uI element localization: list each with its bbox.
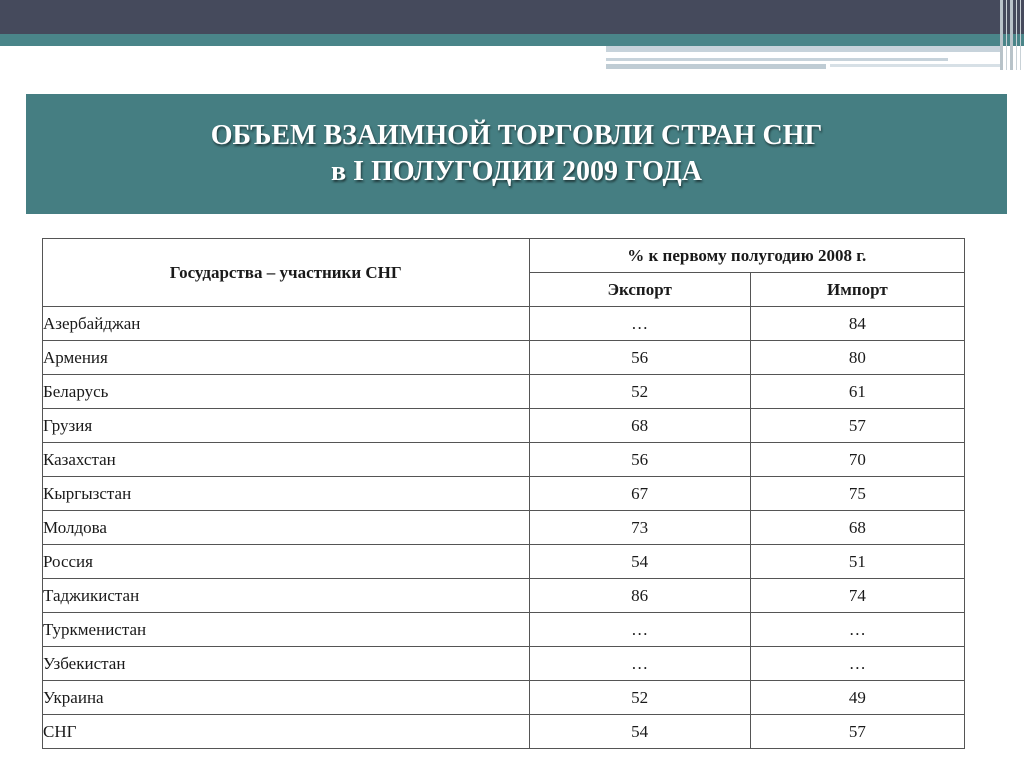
export-cell: … bbox=[529, 647, 750, 681]
decor-vertical-stripe bbox=[1006, 0, 1007, 70]
country-cell: СНГ bbox=[43, 715, 530, 749]
header-country: Государства – участники СНГ bbox=[43, 239, 530, 307]
import-cell: 57 bbox=[750, 409, 964, 443]
country-cell: Беларусь bbox=[43, 375, 530, 409]
table-row bbox=[43, 477, 965, 511]
export-cell: 67 bbox=[529, 477, 750, 511]
table-row bbox=[43, 545, 965, 579]
import-cell: 70 bbox=[750, 443, 964, 477]
table-row bbox=[43, 341, 965, 375]
table-row-total bbox=[43, 715, 965, 749]
import-cell: 57 bbox=[750, 715, 964, 749]
header-import: Импорт bbox=[750, 273, 964, 307]
table-row bbox=[43, 647, 965, 681]
decor-vertical-stripe bbox=[1000, 0, 1003, 70]
country-cell: Казахстан bbox=[43, 443, 530, 477]
header-export: Экспорт bbox=[529, 273, 750, 307]
table-row bbox=[43, 307, 965, 341]
table-row bbox=[43, 375, 965, 409]
import-cell: 75 bbox=[750, 477, 964, 511]
country-cell: Армения bbox=[43, 341, 530, 375]
export-cell: 54 bbox=[529, 545, 750, 579]
country-cell: Узбекистан bbox=[43, 647, 530, 681]
import-cell: 80 bbox=[750, 341, 964, 375]
country-cell: Таджикистан bbox=[43, 579, 530, 613]
export-cell: 56 bbox=[529, 443, 750, 477]
export-cell: 86 bbox=[529, 579, 750, 613]
decor-vertical-stripe bbox=[1020, 0, 1021, 70]
table-header-row bbox=[43, 239, 965, 273]
import-cell: … bbox=[750, 613, 964, 647]
export-cell: 68 bbox=[529, 409, 750, 443]
export-cell: … bbox=[529, 613, 750, 647]
country-cell: Украина bbox=[43, 681, 530, 715]
export-cell: 73 bbox=[529, 511, 750, 545]
page-subtitle: в I ПОЛУГОДИИ 2009 ГОДА bbox=[331, 156, 702, 187]
import-cell: 49 bbox=[750, 681, 964, 715]
title-banner bbox=[26, 94, 1007, 214]
country-cell: Кыргызстан bbox=[43, 477, 530, 511]
table-row bbox=[43, 443, 965, 477]
header-percent-group: % к первому полугодию 2008 г. bbox=[529, 239, 964, 273]
decor-vertical-stripe bbox=[1010, 0, 1013, 70]
import-cell: 84 bbox=[750, 307, 964, 341]
table-row bbox=[43, 579, 965, 613]
import-cell: 61 bbox=[750, 375, 964, 409]
top-decor-band bbox=[0, 0, 1024, 34]
table-row bbox=[43, 511, 965, 545]
country-cell: Россия bbox=[43, 545, 530, 579]
country-cell: Молдова bbox=[43, 511, 530, 545]
top-accent-stripe bbox=[0, 34, 1024, 46]
import-cell: 51 bbox=[750, 545, 964, 579]
decor-line bbox=[606, 46, 1000, 52]
import-cell: … bbox=[750, 647, 964, 681]
export-cell: 54 bbox=[529, 715, 750, 749]
country-cell: Туркменистан bbox=[43, 613, 530, 647]
trade-table bbox=[42, 238, 965, 749]
import-cell: 68 bbox=[750, 511, 964, 545]
export-cell: 52 bbox=[529, 375, 750, 409]
table-row bbox=[43, 681, 965, 715]
export-cell: … bbox=[529, 307, 750, 341]
decor-line bbox=[830, 64, 1000, 67]
decor-line bbox=[606, 58, 948, 61]
decor-line bbox=[606, 64, 826, 69]
export-cell: 52 bbox=[529, 681, 750, 715]
export-cell: 56 bbox=[529, 341, 750, 375]
table-row bbox=[43, 409, 965, 443]
import-cell: 74 bbox=[750, 579, 964, 613]
page-title: ОБЪЕМ ВЗАИМНОЙ ТОРГОВЛИ СТРАН СНГ bbox=[210, 120, 823, 151]
decor-vertical-stripe bbox=[1016, 0, 1017, 70]
country-cell: Грузия bbox=[43, 409, 530, 443]
table-row bbox=[43, 613, 965, 647]
country-cell: Азербайджан bbox=[43, 307, 530, 341]
